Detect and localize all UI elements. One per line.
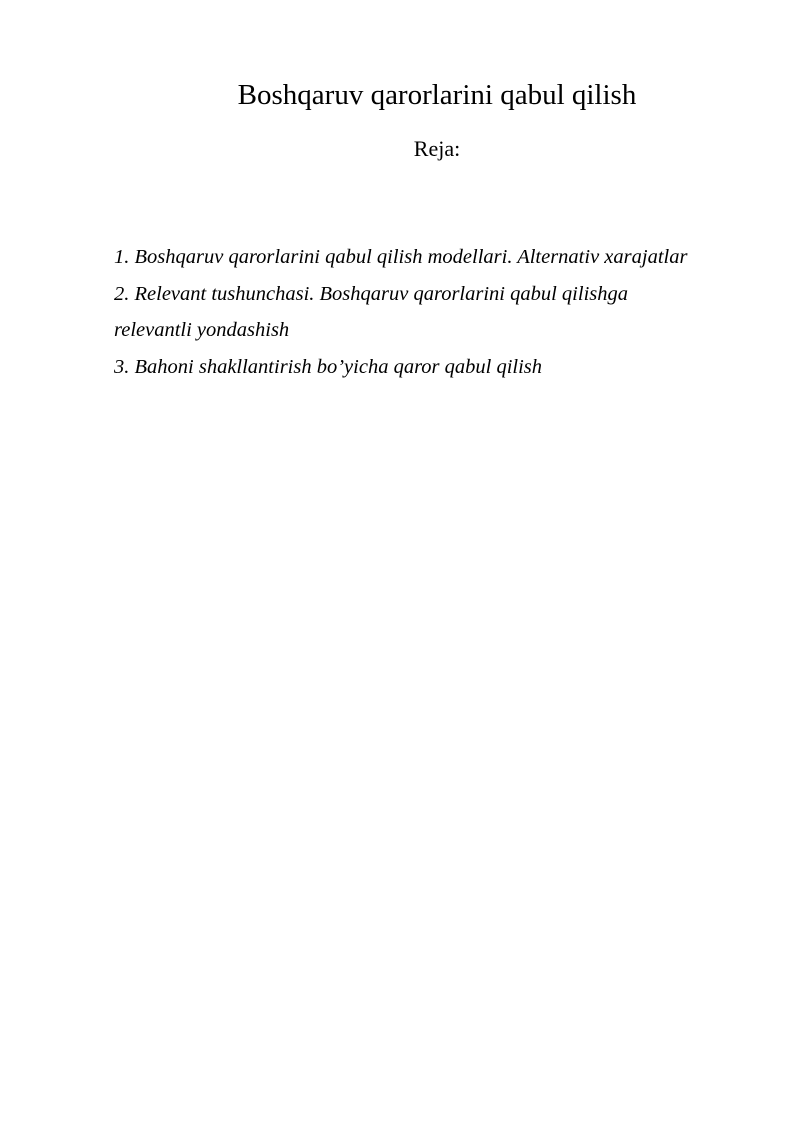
document-title: Boshqaruv qarorlarini qabul qilish [237, 79, 637, 111]
plan-item-3: 3. Bahoni shakllantirish bo’yicha qaror qabul qilish [114, 355, 543, 378]
plan-list [114, 239, 754, 385]
plan-item-1: 1. Boshqaruv qarorlarini qabul qilish modellari. Alternativ xarajatlar [114, 246, 688, 268]
plan-heading: Reja: [413, 136, 461, 161]
plan-item-2: 2. Relevant tushunchasi. Boshqaruv qarorlarini qabul qilishga relevantli yondashish [114, 282, 629, 341]
